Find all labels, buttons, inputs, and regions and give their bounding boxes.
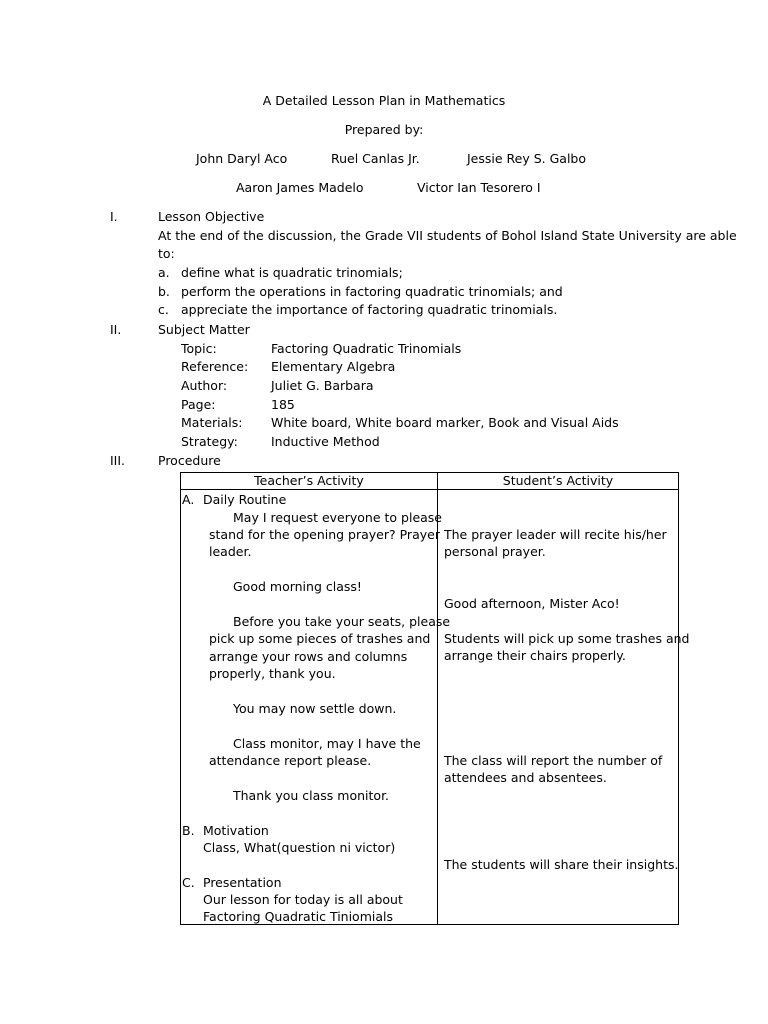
section-numeral: III. xyxy=(110,453,126,468)
objective-item: define what is quadratic trinomials; xyxy=(181,265,403,280)
subject-label: Page: xyxy=(181,397,216,412)
subject-value: Elementary Algebra xyxy=(271,359,396,374)
objective-intro: At the end of the discussion, the Grade VII students of Bohol Island State University are able xyxy=(158,228,737,243)
subject-label: Strategy: xyxy=(181,434,238,449)
student-line: arrange their chairs properly. xyxy=(444,648,626,663)
teacher-line: stand for the opening prayer? Prayer xyxy=(209,527,440,542)
section-heading: Lesson Objective xyxy=(158,209,265,224)
teacher-line: pick up some pieces of trashes and xyxy=(209,631,431,646)
list-marker: A. xyxy=(182,492,195,507)
subject-label: Materials: xyxy=(181,415,243,430)
teacher-line: arrange your rows and columns xyxy=(209,649,408,664)
teacher-line: attendance report please. xyxy=(209,753,372,768)
step-heading: Presentation xyxy=(203,875,282,890)
subject-value: 185 xyxy=(271,397,295,412)
teacher-line: leader. xyxy=(209,544,252,559)
section-heading: Subject Matter xyxy=(158,322,250,337)
student-line: The class will report the number of xyxy=(444,753,663,768)
objective-item: perform the operations in factoring quadratic trinomials; and xyxy=(181,284,563,299)
section-numeral: II. xyxy=(110,322,122,337)
teacher-line: May I request everyone to please xyxy=(233,510,442,525)
student-activity-header: Student’s Activity xyxy=(438,473,679,490)
author-name: John Daryl Aco xyxy=(196,151,288,166)
section-numeral: I. xyxy=(110,209,118,224)
subject-value: White board, White board marker, Book and Visual Aids xyxy=(271,415,619,430)
student-activity-cell xyxy=(438,490,690,925)
subject-label: Reference: xyxy=(181,359,249,374)
section-heading: Procedure xyxy=(158,453,221,468)
teacher-activity-cell xyxy=(181,490,451,925)
student-line: personal prayer. xyxy=(444,544,546,559)
teacher-line: Factoring Quadratic Tiniomials xyxy=(203,909,394,924)
student-line: The students will share their insights. xyxy=(444,857,679,872)
subject-value: Inductive Method xyxy=(271,434,380,449)
author-name: Victor Ian Tesorero I xyxy=(417,180,541,195)
student-line: The prayer leader will recite his/her xyxy=(444,527,667,542)
subject-label: Author: xyxy=(181,378,228,393)
table-header-row xyxy=(181,473,679,490)
subject-value: Factoring Quadratic Trinomials xyxy=(271,341,462,356)
step-heading: Daily Routine xyxy=(203,492,287,507)
teacher-activity-header: Teacher’s Activity xyxy=(181,473,438,490)
subject-label: Topic: xyxy=(181,341,217,356)
step-heading: Motivation xyxy=(203,823,269,838)
author-name: Aaron James Madelo xyxy=(236,180,364,195)
teacher-line: You may now settle down. xyxy=(233,701,397,716)
author-name: Ruel Canlas Jr. xyxy=(331,151,420,166)
subject-value: Juliet G. Barbara xyxy=(271,378,374,393)
teacher-line: Class, What(question ni victor) xyxy=(203,840,396,855)
objective-item: appreciate the importance of factoring quadratic trinomials. xyxy=(181,302,558,317)
prepared-by-label: Prepared by: xyxy=(344,122,424,137)
teacher-line: Before you take your seats, please xyxy=(233,614,451,629)
teacher-line: Class monitor, may I have the xyxy=(233,736,421,751)
table-row xyxy=(181,490,679,925)
procedure-table xyxy=(180,472,690,925)
student-line: Good afternoon, Mister Aco! xyxy=(444,596,620,611)
list-marker: c. xyxy=(158,302,169,317)
author-name: Jessie Rey S. Galbo xyxy=(467,151,587,166)
student-line: attendees and absentees. xyxy=(444,770,607,785)
list-marker: C. xyxy=(182,875,195,890)
student-line: Students will pick up some trashes and xyxy=(444,631,690,646)
teacher-line: properly, thank you. xyxy=(209,666,336,681)
teacher-line: Thank you class monitor. xyxy=(233,788,390,803)
teacher-line: Good morning class! xyxy=(233,579,362,594)
list-marker: b. xyxy=(158,284,170,299)
objective-intro: to: xyxy=(158,246,175,261)
document-title: A Detailed Lesson Plan in Mathematics xyxy=(262,93,506,108)
list-marker: B. xyxy=(182,823,195,838)
list-marker: a. xyxy=(158,265,170,280)
teacher-line: Our lesson for today is all about xyxy=(203,892,403,907)
